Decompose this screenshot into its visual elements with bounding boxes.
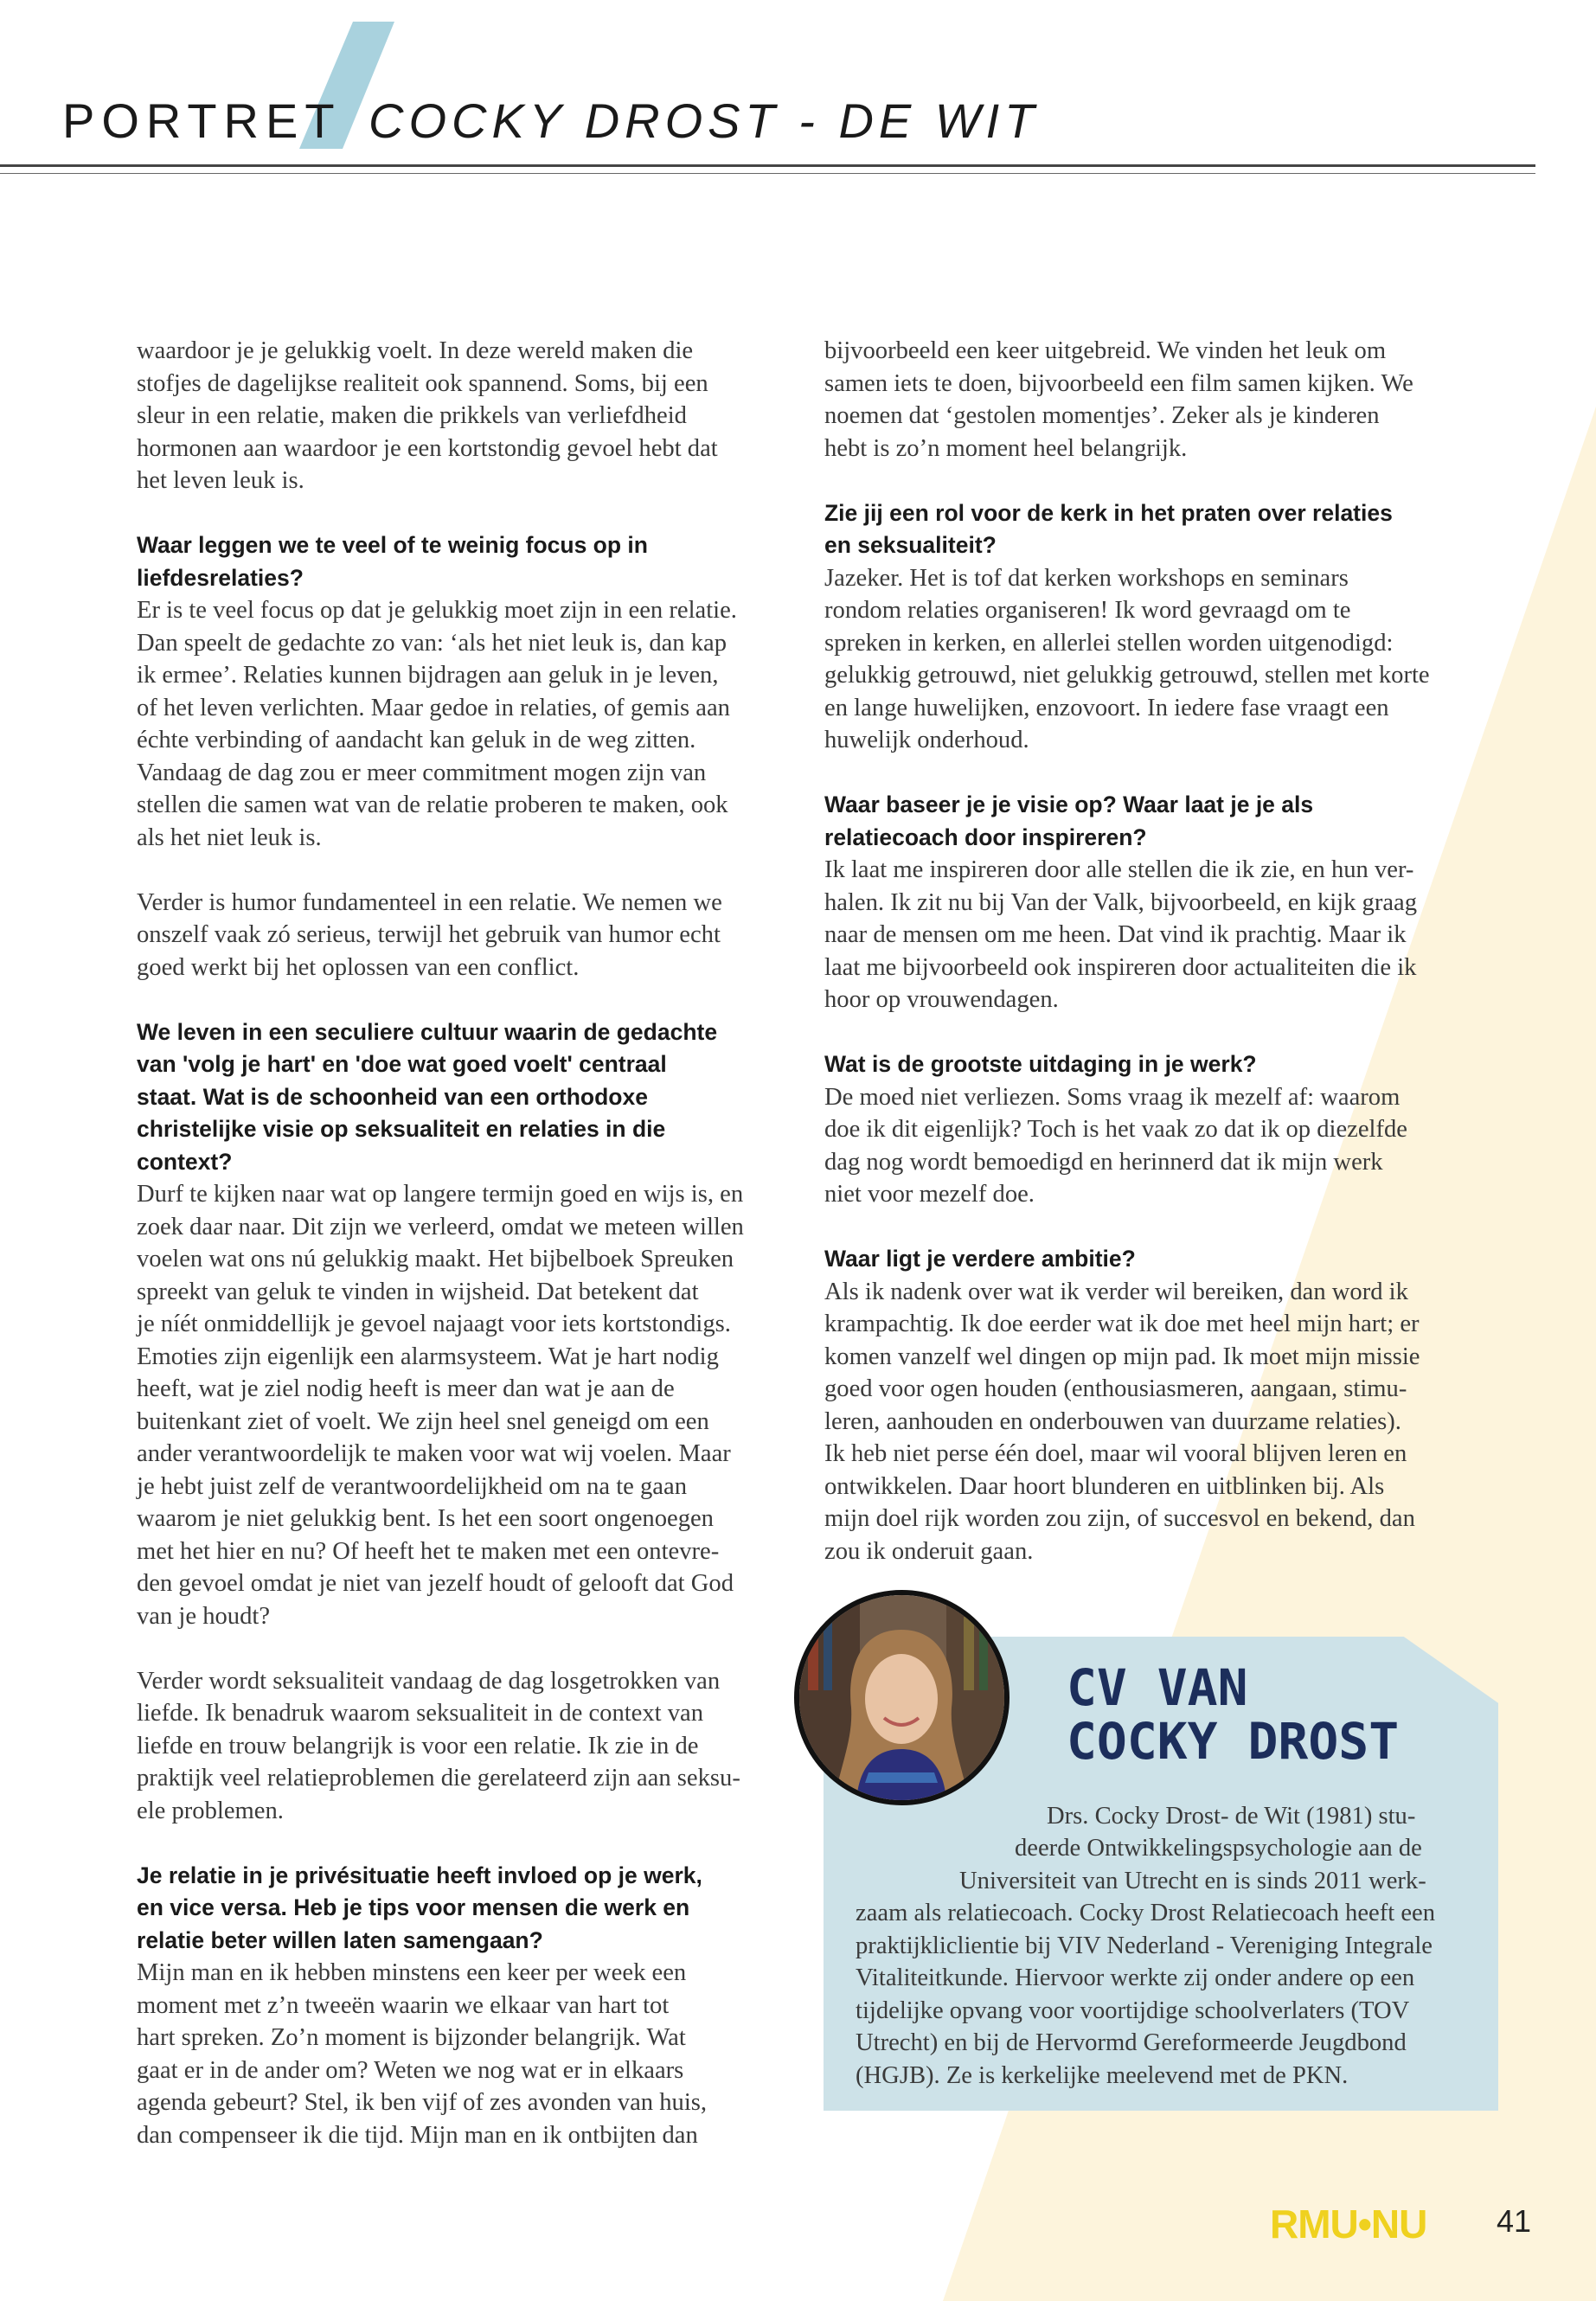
cv-text-line: Drs. Cocky Drost- de Wit (1981) stu-	[1047, 1803, 1416, 1830]
paragraph: Verder is humor fundamenteel in een relatie. We nemen we onszelf vaak zó serieus, terwijl het gebruik van humor echt goed werkt bij het oplossen van een conflict.	[137, 888, 722, 981]
question-answer	[824, 789, 1465, 1016]
question-heading: Zie jij een rol voor de kerk in het praten over relaties en seksualiteit?	[824, 499, 1393, 558]
answer: Mijn man en ik hebben minstens een keer per week een moment met z’n tweeën waarin we elkaar van hart tot hart spreken. Zo’n moment is bijzonder belangrijk. Wat gaat er in de ander om? Weten we nog wat er in elkaars agenda gebeurt? Stel, ik ben vijf of zes avonden van huis, dan compenseer ik die tijd. Mijn man en ik ontbijten dan	[137, 1959, 708, 2149]
header-rule-thin	[0, 173, 1535, 174]
answer: Durf te kijken naar wat op langere termijn goed en wijs is, en zoek daar naar. Dit zijn we verleerd, omdat we meteen willen voelen wat ons nú gelukkig maakt. Het bijbelboek Spreuken spreekt van geluk te vinden in wijsheid. Dat betekent dat je níét onmiddellijk je gevoel najaagt voor iets kortstondigs. Emoties zijn eigenlijk een alarmsysteem. Wat je hart nodig heeft, wat je ziel nodig heeft is meer dan wat je aan de buitenkant ziet of voelt. We zijn heel snel geneigd om een ander verantwoordelijk te maken voor wat wij voelen. Maar je hebt juist zelf de verantwoordelijkheid om na te gaan waarom je niet gelukkig bent. Is het een soort ongenoegen met het hier en nu? Of heeft het te maken met een ontevre- den gevoel omdat je niet van jezelf houdt of gelooft dat God van je houdt?	[137, 1181, 744, 1630]
question-heading: Wat is de grootste uitdaging in je werk?	[824, 1051, 1257, 1077]
cv-text-line: Vitaliteitkunde. Hiervoor werkte zij onder andere op een	[856, 1965, 1415, 1991]
question-answer	[137, 1860, 777, 2152]
answer: Er is te veel focus op dat je gelukkig moet zijn in een relatie. Dan speelt de gedachte zo van: ‘als het niet leuk is, dan kap ik ermee’. Relaties kunnen bijdragen aan geluk in je leven, of het leven verlichten. Maar gedoe in relaties, of gemis aan échte verbinding of aandacht kan geluk in de weg zitten. Vandaag de dag zou er meer commitment mogen zijn van stellen die samen wat van de relatie proberen te maken, ook als het niet leuk is.	[137, 597, 737, 851]
question-answer	[824, 1243, 1465, 1567]
question-answer	[137, 1016, 777, 1633]
answer: Als ik nadenk over wat ik verder wil bereiken, dan word ik krampachtig. Ik doe eerder wat ik doe met heel mijn hart; er komen vanzelf wel dingen op mijn pad. Ik moet mijn missie goed voor ogen houden (enthousiasmeren, aangaan, stimu- leren, aanhouden en onderbouwen van duurzame relaties). Ik heb niet perse één doel, maar wil vooral blijven leren en ontwikkelen. Daar hoort blunderen en uitblinken bij. Als mijn doel rijk worden zou zijn, of succesvol en bekend, dan zou ik onderuit gaan.	[824, 1278, 1420, 1565]
paragraph: bijvoorbeeld een keer uitgebreid. We vinden het leuk om samen iets te doen, bijvoorbeeld een film samen kijken. We noemen dat ‘gestolen momentjes’. Zeker als je kinderen hebt is zo’n moment heel belangrijk.	[824, 337, 1413, 462]
page-number: 41	[1497, 2203, 1532, 2239]
page-header	[0, 0, 1596, 182]
paragraph: Verder wordt seksualiteit vandaag de dag losgetrokken van liefde. Ik benadruk waarom seksualiteit in de context van liefde en trouw belangrijk is voor een relatie. Ik zie in de praktijk veel relatieproblemen die gerelateerd zijn aan seksu- ele problemen.	[137, 1667, 740, 1824]
answer: De moed niet verliezen. Soms vraag ik mezelf af: waarom doe ik dit eigenlijk? Toch is het vaak zo dat ik op diezelfde dag nog wordt bemoedigd en herinnerd dat ik mijn werk niet voor mezelf doe.	[824, 1083, 1407, 1208]
cv-title: CV VAN COCKY DROST	[1067, 1658, 1400, 1771]
portrait-photo	[794, 1590, 1010, 1805]
answer: Ik laat me inspireren door alle stellen die ik zie, en hun ver- halen. Ik zit nu bij Van der Valk, bijvoorbeeld, en kijk graag naar de mensen om me heen. Dat vind ik prachtig. Maar ik laat me bijvoorbeeld ook inspireren door actualiteiten die ik hoor op vrouwendagen.	[824, 856, 1418, 1013]
question-answer	[137, 529, 777, 854]
section-label: PORTRET	[62, 93, 342, 148]
question-heading: Waar baseer je je visie op? Waar laat je je als relatiecoach door inspireren?	[824, 792, 1314, 850]
cv-text-line: Utrecht) en bij de Hervormd Gereformeerde Jeugdbond	[856, 2029, 1407, 2056]
question-answer	[824, 497, 1465, 757]
article-title: COCKY DROST - DE WIT	[369, 93, 1040, 148]
question-heading: Waar leggen we te veel of te weinig focus op in liefdesrelaties?	[137, 532, 648, 591]
paragraph: waardoor je je gelukkig voelt. In deze wereld maken die stofjes de dagelijkse realiteit ook spannend. Soms, bij een sleur in een relatie, maken die prikkels van verliefdheid hormonen aan waardoor je een kortstondig gevoel hebt dat het leven leuk is.	[137, 337, 718, 494]
question-answer	[824, 1048, 1465, 1211]
cv-text-line: praktijkliclientie bij VIV Nederland - Vereniging Integrale	[856, 1932, 1433, 1959]
question-heading: Waar ligt je verdere ambitie?	[824, 1246, 1136, 1272]
question-heading: We leven in een seculiere cultuur waarin de gedachte van 'volg je hart' en 'doe wat goed voelt' centraal staat. Wat is de schoonheid van een orthodoxe christelijke visie op seksualiteit en relaties in die context?	[137, 1018, 718, 1175]
cv-text-line: tijdelijke opvang voor voortijdige schoolverlaters (TOV	[856, 1997, 1410, 2024]
rmu-nu-logo: RMU•NU	[1270, 2202, 1427, 2247]
cv-text-line: zaam als relatiecoach. Cocky Drost Relatiecoach heeft een	[856, 1900, 1436, 1926]
right-column	[824, 335, 1465, 1567]
answer: Jazeker. Het is tof dat kerken workshops en seminars rondom relaties organiseren! Ik word gevraagd om te spreken in kerken, en allerlei stellen worden uitgenodigd: gelukkig getrouwd, niet gelukkig getrouwd, stellen met korte en lange huwelijken, enzovoort. In iedere fase vraagt een huwelijk onderhoud.	[824, 564, 1430, 753]
cv-text-line: deerde Ontwikkelingspsychologie aan de	[1015, 1835, 1422, 1862]
cv-text-line: (HGJB). Ze is kerkelijke meelevend met de PKN.	[856, 2062, 1349, 2089]
question-heading: Je relatie in je privésituatie heeft invloed op je werk, en vice versa. Heb je tips voor mensen die werk en relatie beter willen laten samengaan?	[137, 1862, 702, 1953]
cv-text-line: Universiteit van Utrecht en is sinds 2011 werk-	[959, 1868, 1426, 1894]
header-rule-thick	[0, 164, 1535, 167]
left-column	[137, 335, 777, 2151]
